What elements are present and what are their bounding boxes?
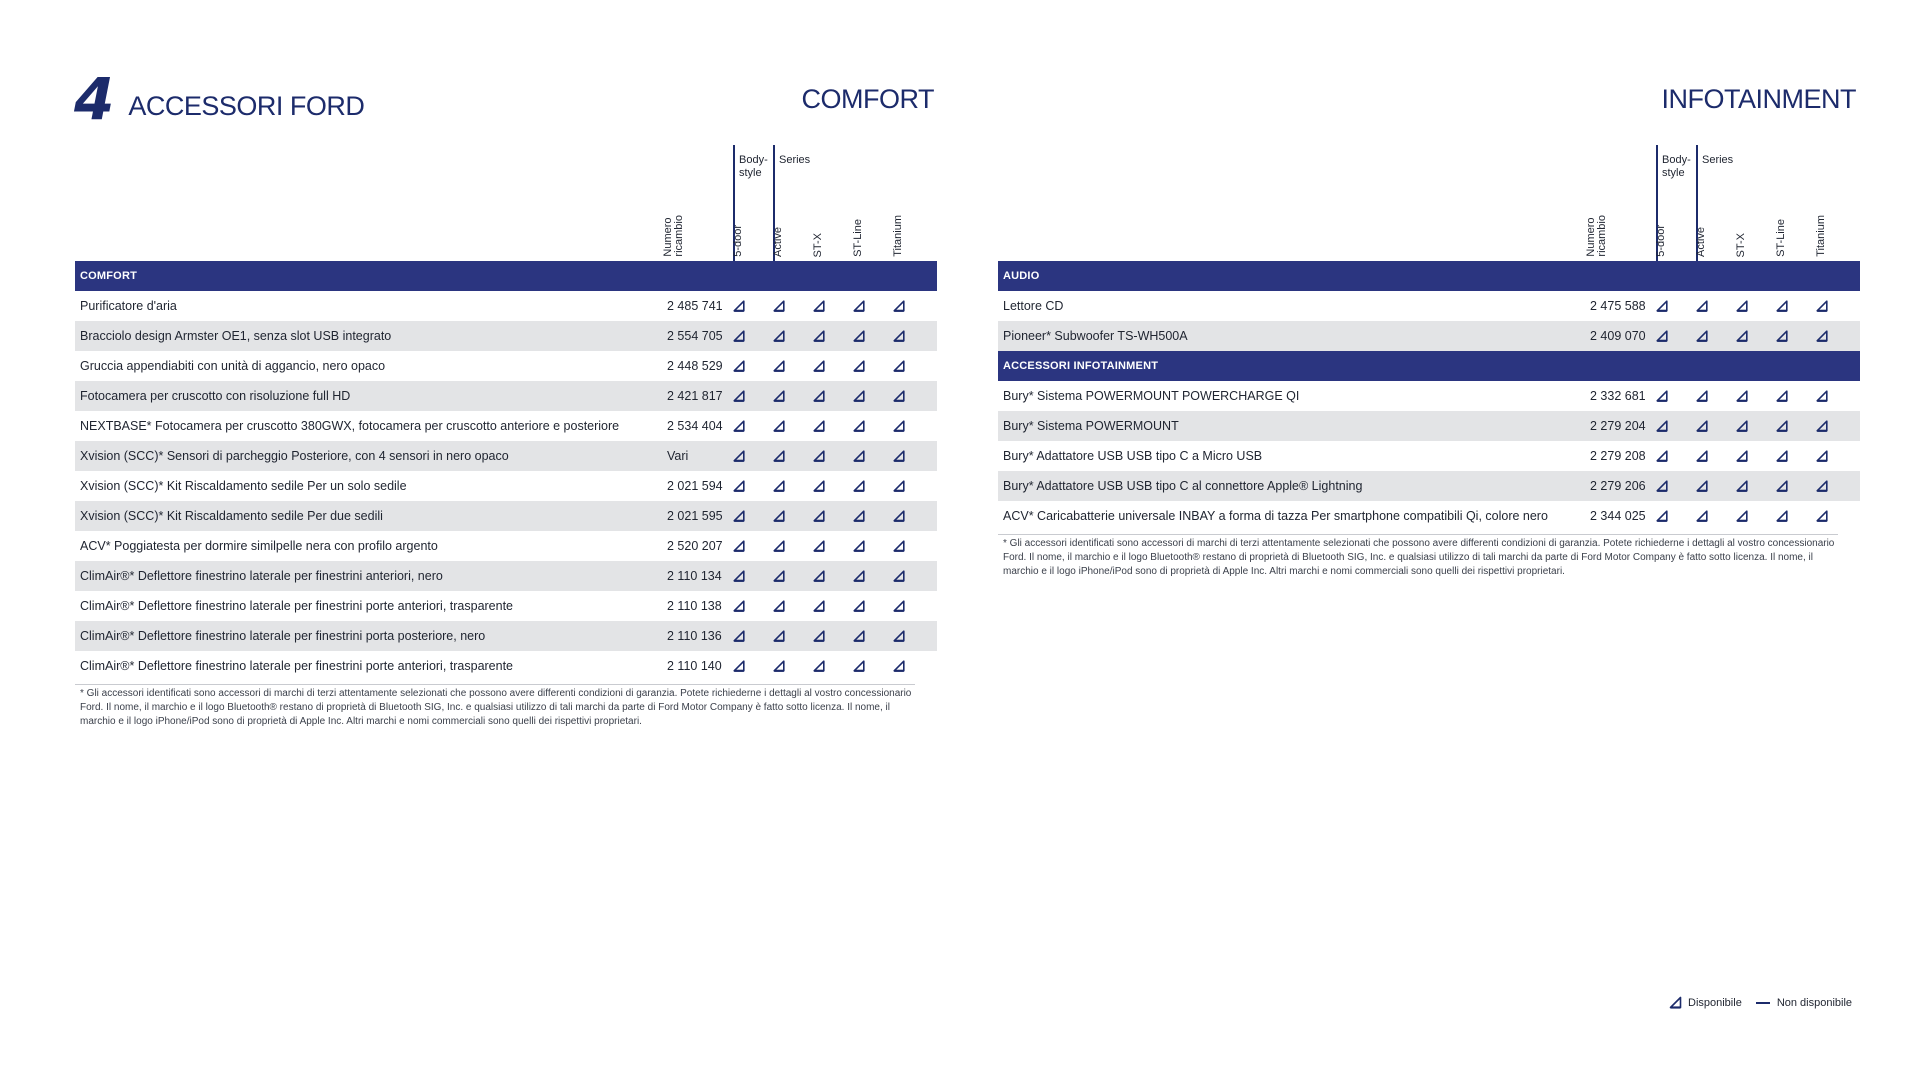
available-triangle-icon: [773, 420, 784, 431]
available-triangle-icon: [893, 450, 904, 461]
table-row: [75, 381, 937, 411]
part-number: 2 534 404: [667, 419, 723, 433]
accessory-name: Bury* Adattatore USB USB tipo C a Micro USB: [1003, 449, 1263, 463]
table-row: [75, 501, 937, 531]
available-triangle-icon: [853, 480, 864, 491]
available-triangle-icon: [853, 360, 864, 371]
accessory-name: ACV* Poggiatesta per dormire similpelle nera con profilo argento: [80, 539, 438, 553]
available-triangle-icon: [853, 630, 864, 641]
accessory-name: Xvision (SCC)* Kit Riscaldamento sedile Per un solo sedile: [80, 479, 407, 493]
column-header: [998, 145, 1860, 261]
availability-legend: [1669, 996, 1852, 1009]
accessory-name: Bury* Adattatore USB USB tipo C al connettore Apple® Lightning: [1003, 479, 1363, 493]
section-header: AUDIO: [998, 261, 1860, 291]
available-triangle-icon: [1776, 450, 1787, 461]
available-triangle-icon: [1816, 480, 1827, 491]
available-triangle-icon: [1736, 300, 1747, 311]
column-label: ST-Line: [852, 219, 864, 257]
available-triangle-icon: [813, 420, 824, 431]
column-label: 5-door: [732, 225, 744, 257]
available-triangle-icon: [813, 570, 824, 581]
table-row: [75, 651, 937, 681]
bodystyle-group-label: Body- style: [1662, 154, 1691, 179]
legend-unavailable-label: Non disponibile: [1776, 996, 1853, 1009]
available-triangle-icon: [733, 540, 744, 551]
available-triangle-icon: [733, 630, 744, 641]
available-triangle-icon: [1776, 480, 1787, 491]
available-triangle-icon: [1736, 450, 1747, 461]
column-label: ST-Line: [1775, 219, 1787, 257]
part-number: 2 110 134: [667, 569, 722, 583]
table-row: [75, 411, 937, 441]
available-triangle-icon: [893, 510, 904, 521]
available-triangle-icon: [733, 360, 744, 371]
available-triangle-icon: [813, 330, 824, 341]
part-number: 2 279 208: [1590, 449, 1646, 463]
table-row: [998, 471, 1860, 501]
available-triangle-icon: [813, 510, 824, 521]
table-row: [75, 531, 937, 561]
comfort-accessories-table: [75, 145, 937, 729]
available-triangle-icon: [893, 360, 904, 371]
available-triangle-icon: [1816, 390, 1827, 401]
part-number: 2 279 206: [1590, 479, 1646, 493]
available-triangle-icon: [773, 360, 784, 371]
available-triangle-icon: [853, 570, 864, 581]
table-row: [998, 411, 1860, 441]
available-triangle-icon: [773, 300, 784, 311]
available-triangle-icon: [1696, 390, 1707, 401]
available-triangle-icon: [893, 420, 904, 431]
available-triangle-icon: [893, 480, 904, 491]
available-triangle-icon: [1696, 450, 1707, 461]
available-triangle-icon: [1816, 420, 1827, 431]
table-row: [998, 441, 1860, 471]
available-triangle-icon: [733, 300, 744, 311]
part-number: 2 409 070: [1590, 329, 1646, 343]
accessory-name: Bury* Sistema POWERMOUNT: [1003, 419, 1179, 433]
table-row: [75, 321, 937, 351]
available-triangle-icon: [1736, 420, 1747, 431]
column-label: ST-X: [1735, 232, 1747, 257]
available-triangle-icon: [1656, 480, 1667, 491]
available-triangle-icon: [733, 660, 744, 671]
column-header: [75, 145, 937, 261]
column-label: Active: [772, 227, 784, 257]
accessory-name: ClimAir®* Deflettore finestrino laterale per finestrini porte anteriori, trasparente: [80, 599, 514, 613]
table-row: [75, 441, 937, 471]
accessory-name: NEXTBASE* Fotocamera per cruscotto 380GWX, fotocamera per cruscotto anteriore e posteriore: [80, 419, 620, 433]
available-triangle-icon: [813, 300, 824, 311]
part-number: 2 279 204: [1590, 419, 1646, 433]
part-number: 2 344 025: [1590, 509, 1646, 523]
accessory-name: Bracciolo design Armster OE1, senza slot USB integrato: [80, 329, 392, 343]
column-label: Numero ricambio: [1585, 215, 1608, 257]
available-triangle-icon: [853, 390, 864, 401]
table-row: [75, 471, 937, 501]
available-triangle-icon: [853, 420, 864, 431]
table-row: [998, 321, 1860, 351]
available-triangle-icon: [853, 660, 864, 671]
available-triangle-icon: [813, 540, 824, 551]
available-triangle-icon: [1776, 330, 1787, 341]
available-triangle-icon: [733, 330, 744, 341]
section-header: COMFORT: [75, 261, 937, 291]
accessory-name: Fotocamera per cruscotto con risoluzione full HD: [80, 389, 351, 403]
unavailable-dash-icon: [1756, 1002, 1770, 1004]
available-triangle-icon: [853, 600, 864, 611]
available-triangle-icon: [1776, 510, 1787, 521]
part-number: 2 110 140: [667, 659, 722, 673]
available-triangle-icon: [773, 480, 784, 491]
available-triangle-icon: [893, 630, 904, 641]
available-triangle-icon: [813, 360, 824, 371]
available-triangle-icon: [813, 600, 824, 611]
available-triangle-icon: [773, 630, 784, 641]
column-label: Active: [1695, 227, 1707, 257]
available-triangle-icon: [853, 330, 864, 341]
chapter-number: 4: [74, 65, 113, 133]
table-row: [75, 621, 937, 651]
available-triangle-icon: [1776, 300, 1787, 311]
available-triangle-icon: [853, 450, 864, 461]
series-group-label: Series: [1702, 154, 1734, 166]
available-triangle-icon: [1736, 480, 1747, 491]
available-triangle-icon: [773, 540, 784, 551]
available-triangle-icon: [1816, 450, 1827, 461]
available-triangle-icon: [1696, 300, 1707, 311]
part-number: 2 110 136: [667, 629, 722, 643]
available-triangle-icon: [1696, 480, 1707, 491]
table-row: [998, 291, 1860, 321]
footnote: * Gli accessori identificati sono accessori di marchi di terzi attentamente selezionati che possono avere differenti condizioni di garanzia. Potete richiederne i dettagli al vostro concessionario Ford. Il nome, il marchio e il logo Bluetooth® restano di proprietà di Bluetooth SIG, Inc. e qualsiasi utilizzo di tali marchi da parte di Ford Motor Company è fatto sotto licenza. Il nome, il marchio e il logo iPhone/iPod sono di proprietà di Apple Inc. Altri marchi e nomi commerciali sono quelli dei rispettivi proprietari.: [75, 684, 915, 729]
available-triangle-icon: [893, 330, 904, 341]
table-row: [75, 561, 937, 591]
available-triangle-icon: [813, 450, 824, 461]
available-triangle-icon: [853, 510, 864, 521]
accessory-name: ClimAir®* Deflettore finestrino laterale per finestrini porta posteriore, nero: [80, 629, 486, 643]
accessory-name: ACV* Caricabatterie universale INBAY a forma di tazza Per smartphone compatibili Qi, colore nero: [1003, 509, 1548, 523]
available-triangle-icon: [1736, 390, 1747, 401]
available-triangle-icon: [733, 390, 744, 401]
available-triangle-icon: [853, 300, 864, 311]
part-number: 2 021 595: [667, 509, 723, 523]
part-number: 2 332 681: [1590, 389, 1646, 403]
available-triangle-icon: [1776, 390, 1787, 401]
available-triangle-icon: [733, 570, 744, 581]
available-triangle-icon: [1656, 510, 1667, 521]
available-triangle-icon: [1656, 300, 1667, 311]
column-label: ST-X: [812, 232, 824, 257]
column-label: Titanium: [892, 215, 904, 257]
part-number: 2 110 138: [667, 599, 722, 613]
part-number: Vari: [667, 449, 689, 463]
accessory-name: Purificatore d'aria: [80, 299, 177, 313]
accessory-name: ClimAir®* Deflettore finestrino laterale per finestrini anteriori, nero: [80, 569, 443, 583]
table-row: [75, 591, 937, 621]
available-triangle-icon: [1656, 330, 1667, 341]
section-header: ACCESSORI INFOTAINMENT: [998, 351, 1860, 381]
part-number: 2 554 705: [667, 329, 723, 343]
table-row: [998, 501, 1860, 531]
part-number: 2 421 817: [667, 389, 723, 403]
available-triangle-icon: [773, 330, 784, 341]
available-triangle-icon: [893, 600, 904, 611]
accessory-name: ClimAir®* Deflettore finestrino laterale per finestrini porte anteriori, trasparente: [80, 659, 514, 673]
available-triangle-icon: [813, 660, 824, 671]
available-triangle-icon: [773, 390, 784, 401]
comfort-section-title: COMFORT: [801, 84, 934, 114]
available-triangle-icon: [893, 570, 904, 581]
table-row: [75, 351, 937, 381]
available-triangle-icon: [813, 630, 824, 641]
column-label: Numero ricambio: [662, 215, 685, 257]
available-triangle-icon: [733, 510, 744, 521]
available-triangle-icon: [773, 450, 784, 461]
part-number: 2 021 594: [667, 479, 723, 493]
column-label: Titanium: [1815, 215, 1827, 257]
available-triangle-icon: [773, 570, 784, 581]
available-triangle-icon: [1696, 420, 1707, 431]
available-triangle-icon: [1696, 330, 1707, 341]
accessory-name: Xvision (SCC)* Kit Riscaldamento sedile Per due sedili: [80, 509, 383, 523]
column-label: 5-door: [1655, 225, 1667, 257]
available-triangle-icon: [813, 390, 824, 401]
infotainment-section-title: INFOTAINMENT: [1661, 84, 1856, 114]
available-triangle-icon: [1696, 510, 1707, 521]
available-triangle-icon: [733, 450, 744, 461]
available-triangle-icon: [893, 540, 904, 551]
table-row: [75, 291, 937, 321]
available-triangle-icon: [733, 480, 744, 491]
available-triangle-icon: [1816, 330, 1827, 341]
available-triangle-icon: [853, 540, 864, 551]
available-triangle-icon: [1736, 330, 1747, 341]
available-triangle-icon: [893, 390, 904, 401]
accessory-name: Lettore CD: [1003, 299, 1064, 313]
series-group-label: Series: [779, 154, 811, 166]
available-triangle-icon: [733, 420, 744, 431]
part-number: 2 520 207: [667, 539, 723, 553]
accessory-name: Pioneer* Subwoofer TS-WH500A: [1003, 329, 1188, 343]
available-triangle-icon: [1669, 996, 1682, 1009]
chapter-title: ACCESSORI FORD: [128, 91, 365, 121]
available-triangle-icon: [893, 300, 904, 311]
accessory-name: Gruccia appendiabiti con unità di aggancio, nero opaco: [80, 359, 386, 373]
part-number: 2 448 529: [667, 359, 723, 373]
available-triangle-icon: [893, 660, 904, 671]
available-triangle-icon: [1656, 420, 1667, 431]
available-triangle-icon: [1736, 510, 1747, 521]
available-triangle-icon: [813, 480, 824, 491]
available-triangle-icon: [1656, 450, 1667, 461]
part-number: 2 485 741: [667, 299, 723, 313]
accessory-name: Bury* Sistema POWERMOUNT POWERCHARGE QI: [1003, 389, 1300, 403]
table-row: [998, 381, 1860, 411]
accessory-name: Xvision (SCC)* Sensori di parcheggio Posteriore, con 4 sensori in nero opaco: [80, 449, 509, 463]
infotainment-accessories-table: [998, 145, 1860, 579]
available-triangle-icon: [733, 600, 744, 611]
available-triangle-icon: [773, 510, 784, 521]
page-title: [74, 65, 365, 133]
available-triangle-icon: [1656, 390, 1667, 401]
footnote: * Gli accessori identificati sono accessori di marchi di terzi attentamente selezionati che possono avere differenti condizioni di garanzia. Potete richiederne i dettagli al vostro concessionario Ford. Il nome, il marchio e il logo Bluetooth® restano di proprietà di Bluetooth SIG, Inc. e qualsiasi utilizzo di tali marchi da parte di Ford Motor Company è fatto sotto licenza. Il nome, il marchio e il logo iPhone/iPod sono di proprietà di Apple Inc. Altri marchi e nomi commerciali sono quelli dei rispettivi proprietari.: [998, 534, 1838, 579]
available-triangle-icon: [773, 600, 784, 611]
available-triangle-icon: [773, 660, 784, 671]
available-triangle-icon: [1816, 510, 1827, 521]
available-triangle-icon: [1776, 420, 1787, 431]
bodystyle-group-label: Body- style: [739, 154, 768, 179]
legend-available-label: Disponibile: [1688, 996, 1742, 1009]
available-triangle-icon: [1816, 300, 1827, 311]
part-number: 2 475 588: [1590, 299, 1646, 313]
